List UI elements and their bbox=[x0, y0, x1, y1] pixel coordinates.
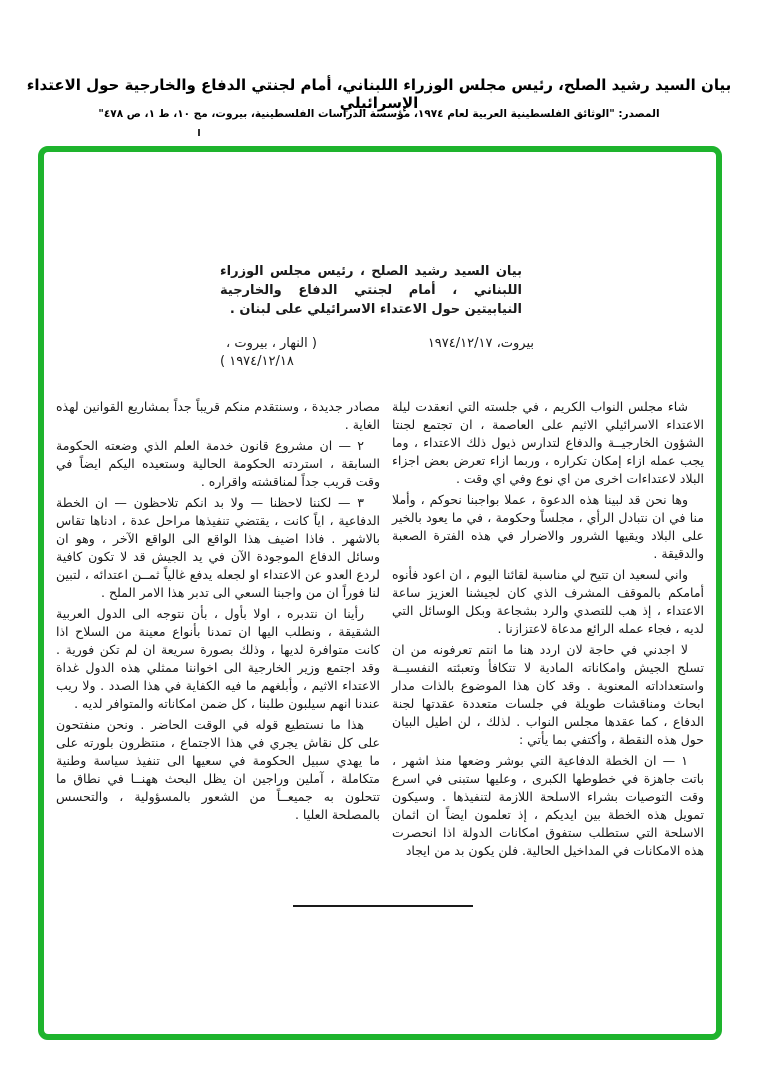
paragraph: مصادر جديدة ، وسنتقدم منكم قريباً جداً بمشاريع القوانين لهذه الغاية . bbox=[56, 399, 380, 432]
document-heading: بيان السيد رشيد الصلح ، رئيس مجلس الوزراء اللبناني ، أمام لجنتي الدفاع والخارجية النيابيتين حول الاعتداء الاسرائيلي على لبنان . bbox=[220, 264, 522, 317]
paragraph: ٣ — لكننا لاحظنا — ولا بد انكم تلاحظون — ان الخطة الدفاعية ، اياً كانت ، يقتضي تنفيذها مراحل عدة ، ادناها تقاس بالاشهر . فاذا اضيف هذا الواقع الى الواقع الآخر ، وهو ان وسائل الدفاع الموجودة الآن في يد الجيش قد لا تكون كافية لردع العدو عن الاعتداء او لجعله يدفع غالياً ثمــن اعتدائه ، لتبين لنا فوراً ان من واجبنا السعي الى تدبر هذا الامر الملح . bbox=[56, 495, 380, 600]
tick-mark bbox=[198, 129, 200, 136]
footnote-rule bbox=[293, 905, 473, 907]
attribution-line-2: ١٩٧٤/١٢/١٨ ) bbox=[220, 354, 294, 369]
column-right bbox=[392, 398, 704, 863]
source-line: المصدر: "الوثائق الفلسطينية العربية لعام ١٩٧٤، مؤسسة الدراسات الفلسطينية، بيروت، مج ١٠، ط ١، ص ٤٧٨" bbox=[98, 108, 660, 120]
paragraph: ١ — ان الخطة الدفاعية التي بوشر وضعها منذ اشهر ، باتت جاهزة في خطوطها الكبرى ، وعليها ستبنى في اسرع وقت التوصيات بشراء الاسلحة اللازمة لتنفيذها . وسيكون تمويل هذه الخطة بين ايديكم ، إذ تعلمون ايضاً ان اثمان الاسلحة التي ستطلب ستفوق امكانات الدولة اذا انحصرت هذه الامكانات في المداخيل الحالية. فلن يكون بد من ايجاد bbox=[392, 753, 704, 858]
paragraph: وها نحن قد لبينا هذه الدعوة ، عملا بواجبنا نحوكم ، وأملا منا في ان نتبادل الرأي ، مجلساً وحكومة ، في ما يعود بالخير على البلاد ويقيها الشرور والاضرار في هذه الفترة الصعبة والدقيقة . bbox=[392, 492, 704, 561]
dateline: بيروت، ١٩٧٤/١٢/١٧ bbox=[427, 336, 534, 351]
page-title: بيان السيد رشيد الصلح، رئيس مجلس الوزراء اللبناني، أمام لجنتي الدفاع والخارجية حول الاعتداء الإسرائيلي bbox=[26, 76, 732, 112]
paragraph: واني لسعيد ان تتيح لي مناسبة لقائنا اليوم ، ان اعود فأنوه أمامكم بالموقف المشرف الذي كان لجيشنا العزيز ساعة الاعتداء ، إذ هب للتصدي والرد بشجاعة وبكل الوسائل التي لديه ، فجاء عمله الرائع مدعاة لاعتزازنا . bbox=[392, 567, 704, 636]
paragraph: رأينا ان نتدبره ، اولا بأول ، بأن نتوجه الى الدول العربية الشقيقة ، ونطلب اليها ان تمدنا بأنواع معينة من السلاح اذا كانت متوافرة لديها ، وذلك بصورة سريعة ان لم تكن فورية . وقد اجتمع وزير الخارجية الى اخواننا ممثلي هذه الدول غداة الاعتداء الاثيم ، وأبلغهم ما فيه الكفاية في هذا الصدد . ولا ريب عندنا انهم سيلبون طلبنا ، كل ضمن امكاناته والمتوافر لديه . bbox=[56, 606, 380, 711]
paragraph: لا اجدني في حاجة لان اردد هنا ما انتم تعرفونه من ان تسلح الجيش وامكاناته المادية لا تتكافأ وتعبئته النفسيــة واستعداداته المعنوية . وقد كان هذا الموضوع بالذات مدار ابحاث ومناقشات طويلة في جلسات متعددة عقدتها لجنة الدفاع ، كما عقدها مجلس النواب . لذلك ، لن اطيل البيان حول هذه النقطة ، وأكتفي بما يأتي : bbox=[392, 642, 704, 747]
paragraph: هذا ما نستطيع قوله في الوقت الحاضر . ونحن منفتحون على كل نقاش يجري في هذا الاجتماع ، منتظرون بلورته على ما يهدي سبيل الحكومة في سعيها الى تنفيذ سياسة وطنية متكاملة ، آملين وراجين ان يظل البحث ههنــا في نطاق ما تتحلون به جميعــاً من الشعور بالمسؤولية ، والتحسس بالمصلحة العليا . bbox=[56, 717, 380, 822]
paragraph: شاء مجلس النواب الكريم ، في جلسته التي انعقدت ليلة الاعتداء الاسرائيلي الاثيم على العاصمة ، ان تجتمع لجنتا الشؤون الخارجيــة والدفاع لتدارس ذيول ذلك الاعتداء ، وما يجب عمله ازاء إمكان تكراره ، وربما ازاء تعرض بعض اجزاء البلاد لاعتداءات اخرى من اي نوع وفي اي وقت . bbox=[392, 399, 704, 486]
column-left bbox=[56, 398, 380, 827]
paragraph: ٢ — ان مشروع قانون خدمة العلم الذي وضعته الحكومة السابقة ، استردته الحكومة الحالية وستعيده اليكم ايضاً في وقت قريب جداً لمناقشته واقراره . bbox=[56, 438, 380, 489]
attribution-line-1: ( النهار ، بيروت ، bbox=[226, 336, 317, 351]
